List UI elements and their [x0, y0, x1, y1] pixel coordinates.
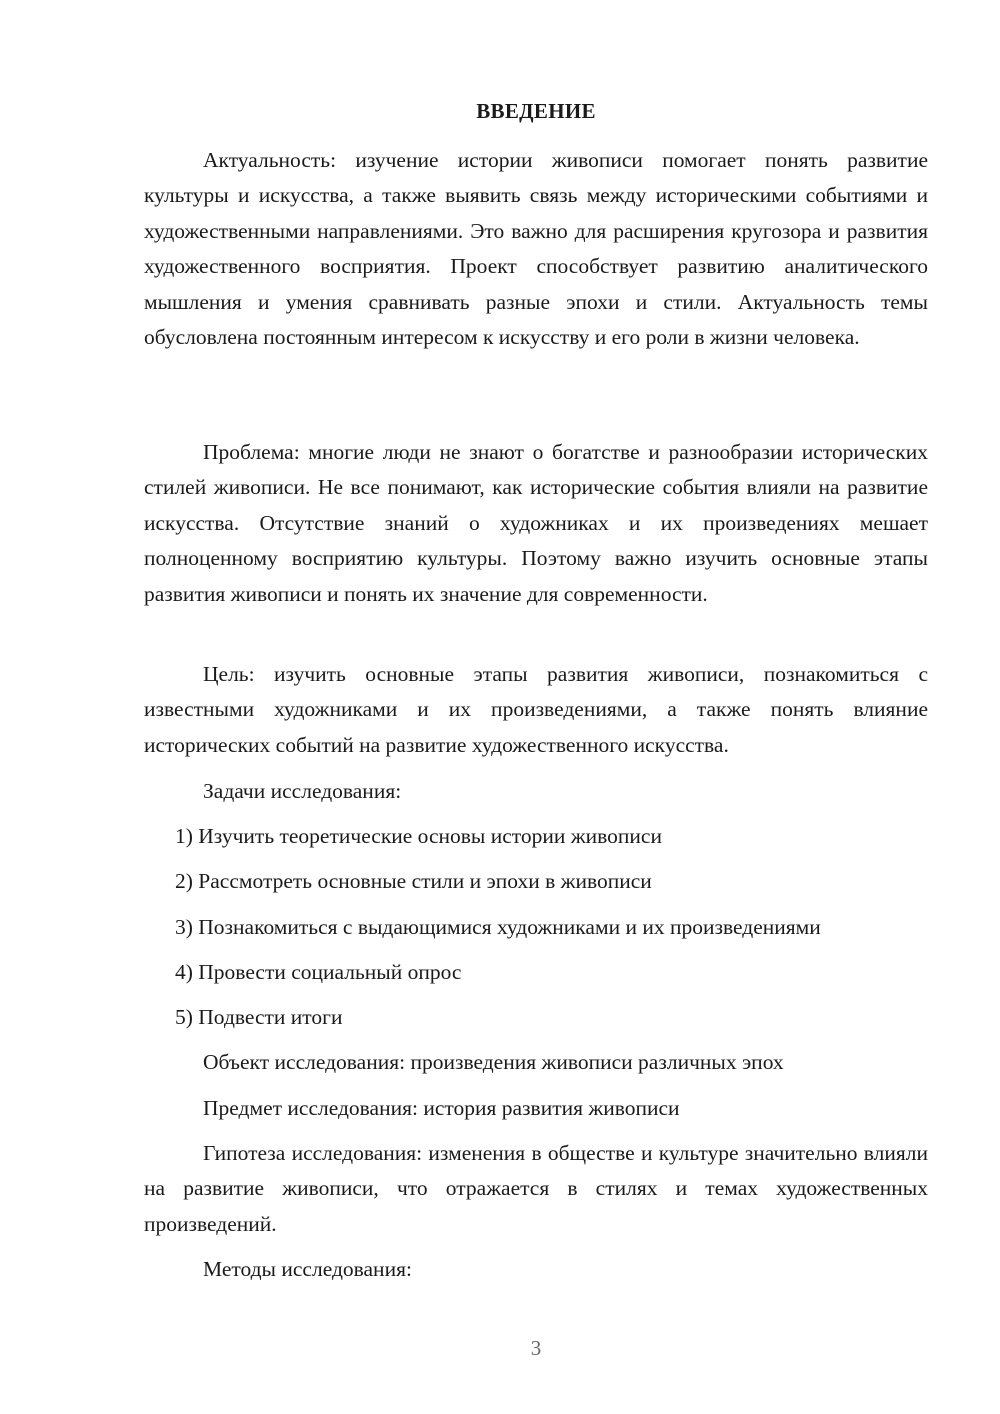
- subject-line: Предмет исследования: история развития живописи: [203, 1096, 680, 1120]
- task-item: 4) Провести социальный опрос: [175, 960, 462, 984]
- hypothesis-paragraph: Гипотеза исследования: изменения в обществе и культуре значительно влияли на развитие живописи, что отражается в стилях и темах художественных произведений.: [144, 1141, 928, 1236]
- document-page: [144, 0, 928, 1414]
- problem-paragraph: Проблема: многие люди не знают о богатстве и разнообразии исторических стилей живописи. Не все понимают, как исторические события влияли на развитие искусства. Отсутствие знаний о художниках и их произведениях мешает полноценному восприятию культуры. Поэтому важно изучить основные этапы развития живописи и понять их значение для современности.: [144, 440, 928, 606]
- task-item: 2) Рассмотреть основные стили и эпохи в живописи: [175, 869, 652, 893]
- tasks-title: Задачи исследования:: [203, 779, 402, 803]
- task-item: 1) Изучить теоретические основы истории живописи: [175, 824, 662, 848]
- page-title: ВВЕДЕНИЕ: [476, 99, 596, 123]
- task-item: 5) Подвести итоги: [175, 1005, 343, 1029]
- relevance-paragraph: Актуальность: изучение истории живописи помогает понять развитие культуры и искусства, а также выявить связь между историческими событиями и художественными направлениями. Это важно для расширения кругозора и развития художественного восприятия. Проект способствует развитию аналитического мышления и умения сравнивать разные эпохи и стили. Актуальность темы обусловлена постоянным интересом к искусству и его роли в жизни человека.: [144, 148, 928, 350]
- methods-title: Методы исследования:: [203, 1257, 412, 1281]
- goal-paragraph: Цель: изучить основные этапы развития живописи, познакомиться с известными художниками и их произведениями, а также понять влияние исторических событий на развитие художественного искусства.: [144, 662, 928, 757]
- object-line: Объект исследования: произведения живописи различных эпох: [203, 1050, 784, 1074]
- page-number: 3: [530, 1336, 542, 1360]
- task-item: 3) Познакомиться с выдающимися художниками и их произведениями: [175, 915, 821, 939]
